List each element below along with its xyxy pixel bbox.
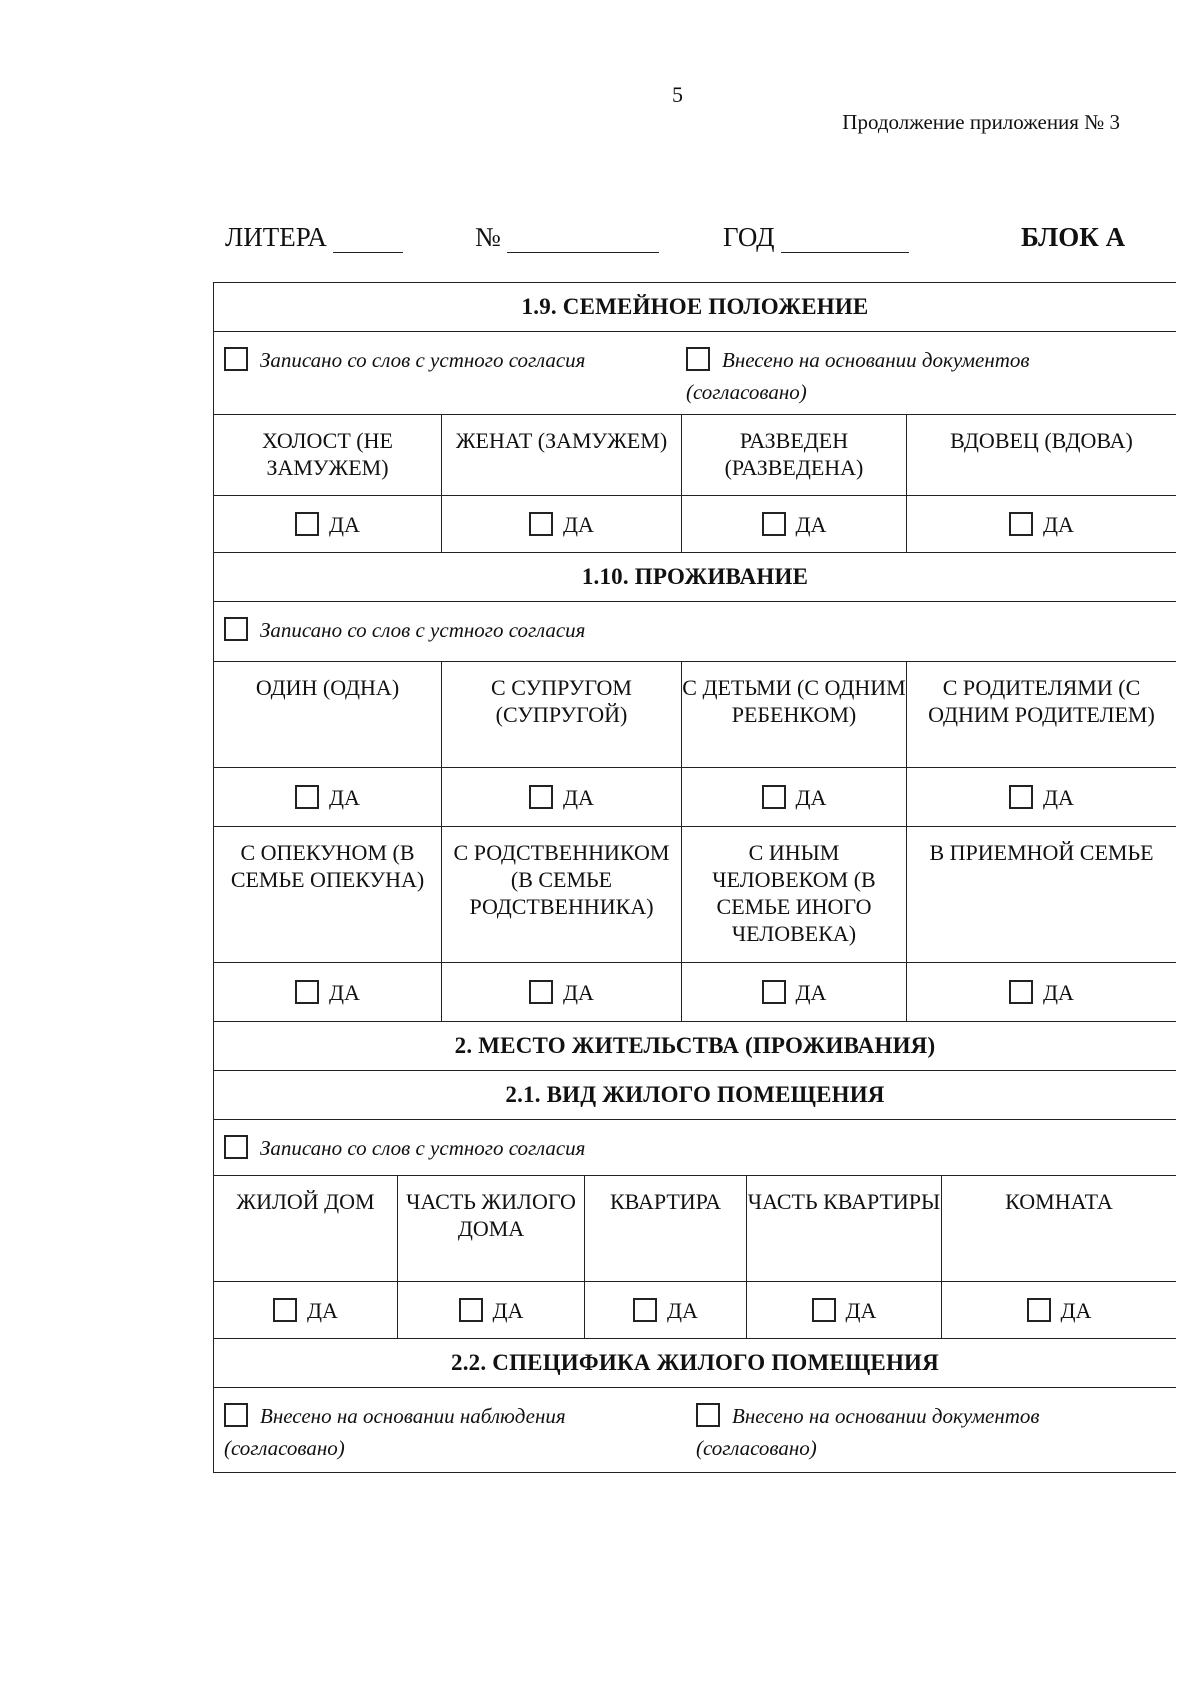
- specifics-observation-agreed: (согласовано): [224, 1436, 345, 1460]
- dwelling-options-row: [214, 1176, 1176, 1282]
- yes-checkbox[interactable]: [295, 512, 319, 536]
- yes-checkbox[interactable]: [762, 785, 786, 809]
- page-number: 5: [672, 82, 683, 107]
- section-title-dwelling-type: 2.1. ВИД ЖИЛОГО ПОМЕЩЕНИЯ: [214, 1071, 1176, 1120]
- living-yes-row-1: [214, 768, 1176, 827]
- option-house-part: ЧАСТЬ ЖИЛОГО ДОМА: [398, 1176, 585, 1281]
- yes-cell[interactable]: [907, 768, 1176, 826]
- yes-checkbox[interactable]: [529, 512, 553, 536]
- option-single: ХОЛОСТ (НЕ ЗАМУЖЕМ): [214, 415, 442, 495]
- yes-label: ДА: [667, 1297, 698, 1323]
- dwelling-yes-row: [214, 1282, 1176, 1339]
- dwelling-source-row: [214, 1120, 1176, 1176]
- marital-docs-option: [686, 344, 1030, 414]
- yes-checkbox[interactable]: [1009, 980, 1033, 1004]
- yes-label: ДА: [563, 511, 594, 537]
- appendix-note: Продолжение приложения № 3: [842, 110, 1120, 134]
- living-oral-label: Записано со слов с устного согласия: [260, 618, 586, 642]
- option-widowed: ВДОВЕЦ (ВДОВА): [950, 428, 1133, 453]
- yes-label: ДА: [795, 784, 827, 810]
- litera-input[interactable]: [333, 226, 403, 253]
- yes-label: ДА: [1043, 511, 1074, 537]
- marital-docs-checkbox[interactable]: [686, 347, 710, 371]
- living-source-row: [214, 602, 1176, 662]
- yes-label: ДА: [795, 979, 827, 1005]
- specifics-observation-option: [224, 1400, 696, 1472]
- yes-cell[interactable]: [442, 768, 682, 826]
- yes-cell[interactable]: [942, 1282, 1176, 1338]
- yes-cell[interactable]: [907, 496, 1176, 552]
- option-with-guardian: С ОПЕКУНОМ (В СЕМЬЕ ОПЕКУНА): [214, 827, 442, 962]
- marital-docs-label: Внесено на основании документов: [722, 348, 1030, 372]
- marital-source-row: [214, 332, 1176, 415]
- form-table: [213, 282, 1176, 1473]
- option-room: КОМНАТА: [1005, 1189, 1113, 1214]
- dwelling-oral-option: [224, 1132, 585, 1175]
- dwelling-oral-checkbox[interactable]: [224, 1135, 248, 1159]
- yes-cell[interactable]: [682, 963, 907, 1021]
- yes-cell[interactable]: [442, 496, 682, 552]
- dwelling-specifics-source-row: [214, 1388, 1176, 1473]
- block-label: БЛОК А: [1021, 222, 1126, 252]
- yes-checkbox[interactable]: [529, 980, 553, 1004]
- yes-label: ДА: [1043, 784, 1074, 810]
- yes-checkbox[interactable]: [1009, 785, 1033, 809]
- specifics-observation-label: Внесено на основании наблюдения: [260, 1404, 566, 1428]
- yes-cell[interactable]: [747, 1282, 942, 1338]
- option-married: ЖЕНАТ (ЗАМУЖЕМ): [442, 415, 682, 495]
- living-oral-option: [224, 614, 585, 661]
- specifics-docs-option: [696, 1400, 1040, 1472]
- number-field: [475, 222, 659, 253]
- yes-label: ДА: [329, 784, 360, 810]
- marital-oral-option: [224, 344, 686, 414]
- yes-cell[interactable]: [214, 963, 442, 1021]
- yes-checkbox[interactable]: [295, 980, 319, 1004]
- yes-label: ДА: [329, 511, 360, 537]
- option-apartment: КВАРТИРА: [585, 1176, 747, 1281]
- option-apartment-part: ЧАСТЬ КВАРТИРЫ: [747, 1176, 942, 1281]
- yes-cell[interactable]: [214, 496, 442, 552]
- yes-cell[interactable]: [907, 963, 1176, 1021]
- yes-label: ДА: [329, 979, 360, 1005]
- yes-label: ДА: [307, 1297, 338, 1323]
- yes-checkbox[interactable]: [633, 1298, 657, 1322]
- section-title-marital-status: 1.9. СЕМЕЙНОЕ ПОЛОЖЕНИЕ: [214, 283, 1176, 332]
- year-input[interactable]: [781, 226, 909, 253]
- marital-oral-checkbox[interactable]: [224, 347, 248, 371]
- yes-cell[interactable]: [585, 1282, 747, 1338]
- option-foster-family: В ПРИЕМНОЙ СЕМЬЕ: [929, 840, 1154, 865]
- yes-checkbox[interactable]: [762, 512, 786, 536]
- yes-checkbox[interactable]: [459, 1298, 483, 1322]
- yes-label: ДА: [1043, 979, 1074, 1005]
- yes-label: ДА: [795, 511, 827, 537]
- yes-label: ДА: [492, 1297, 524, 1323]
- year-field: [723, 222, 909, 253]
- number-label: №: [475, 222, 501, 252]
- option-with-other-person: С ИНЫМ ЧЕЛОВЕКОМ (В СЕМЬЕ ИНОГО ЧЕЛОВЕКА): [682, 827, 907, 962]
- living-options-row-2: [214, 827, 1176, 963]
- option-divorced: РАЗВЕДЕН (РАЗВЕДЕНА): [682, 415, 907, 495]
- option-with-spouse: С СУПРУГОМ (СУПРУГОЙ): [442, 662, 682, 767]
- yes-cell[interactable]: [682, 496, 907, 552]
- yes-cell[interactable]: [442, 963, 682, 1021]
- yes-checkbox[interactable]: [812, 1298, 836, 1322]
- dwelling-oral-label: Записано со слов с устного согласия: [260, 1136, 586, 1160]
- litera-label: ЛИТЕРА: [225, 222, 327, 252]
- yes-checkbox[interactable]: [529, 785, 553, 809]
- yes-checkbox[interactable]: [762, 980, 786, 1004]
- form-header: [225, 222, 1140, 262]
- option-with-relative: С РОДСТВЕННИКОМ (В СЕМЬЕ РОДСТВЕННИКА): [442, 827, 682, 962]
- option-alone: ОДИН (ОДНА): [214, 662, 442, 767]
- yes-cell[interactable]: [398, 1282, 585, 1338]
- yes-cell[interactable]: [214, 1282, 398, 1338]
- option-house: ЖИЛОЙ ДОМ: [214, 1176, 398, 1281]
- specifics-docs-checkbox[interactable]: [696, 1403, 720, 1427]
- section-title-residence: 2. МЕСТО ЖИТЕЛЬСТВА (ПРОЖИВАНИЯ): [214, 1022, 1176, 1071]
- option-with-parents: С РОДИТЕЛЯМИ (С ОДНИМ РОДИТЕЛЕМ): [928, 675, 1155, 727]
- number-input[interactable]: [507, 226, 659, 253]
- marital-docs-agreed: (согласовано): [686, 380, 807, 404]
- yes-checkbox[interactable]: [295, 785, 319, 809]
- specifics-docs-label: Внесено на основании документов: [732, 1404, 1040, 1428]
- living-yes-row-2: [214, 963, 1176, 1022]
- yes-checkbox[interactable]: [273, 1298, 297, 1322]
- marital-yes-row: [214, 496, 1176, 553]
- yes-label: ДА: [563, 784, 594, 810]
- option-with-children: С ДЕТЬМИ (С ОДНИМ РЕБЕНКОМ): [682, 662, 907, 767]
- marital-options-row: [214, 415, 1176, 496]
- yes-checkbox[interactable]: [1009, 512, 1033, 536]
- section-title-dwelling-specifics: 2.2. СПЕЦИФИКА ЖИЛОГО ПОМЕЩЕНИЯ: [214, 1339, 1176, 1388]
- specifics-docs-agreed: (согласовано): [696, 1436, 817, 1460]
- yes-cell[interactable]: [682, 768, 907, 826]
- yes-checkbox[interactable]: [1027, 1298, 1051, 1322]
- yes-cell[interactable]: [214, 768, 442, 826]
- section-title-living: 1.10. ПРОЖИВАНИЕ: [214, 553, 1176, 602]
- yes-label: ДА: [563, 979, 594, 1005]
- litera-field: [225, 222, 403, 253]
- marital-oral-label: Записано со слов с устного согласия: [260, 348, 586, 372]
- living-options-row-1: [214, 662, 1176, 768]
- yes-label: ДА: [1060, 1297, 1092, 1323]
- living-oral-checkbox[interactable]: [224, 617, 248, 641]
- year-label: ГОД: [723, 222, 775, 252]
- yes-label: ДА: [845, 1297, 877, 1323]
- specifics-observation-checkbox[interactable]: [224, 1403, 248, 1427]
